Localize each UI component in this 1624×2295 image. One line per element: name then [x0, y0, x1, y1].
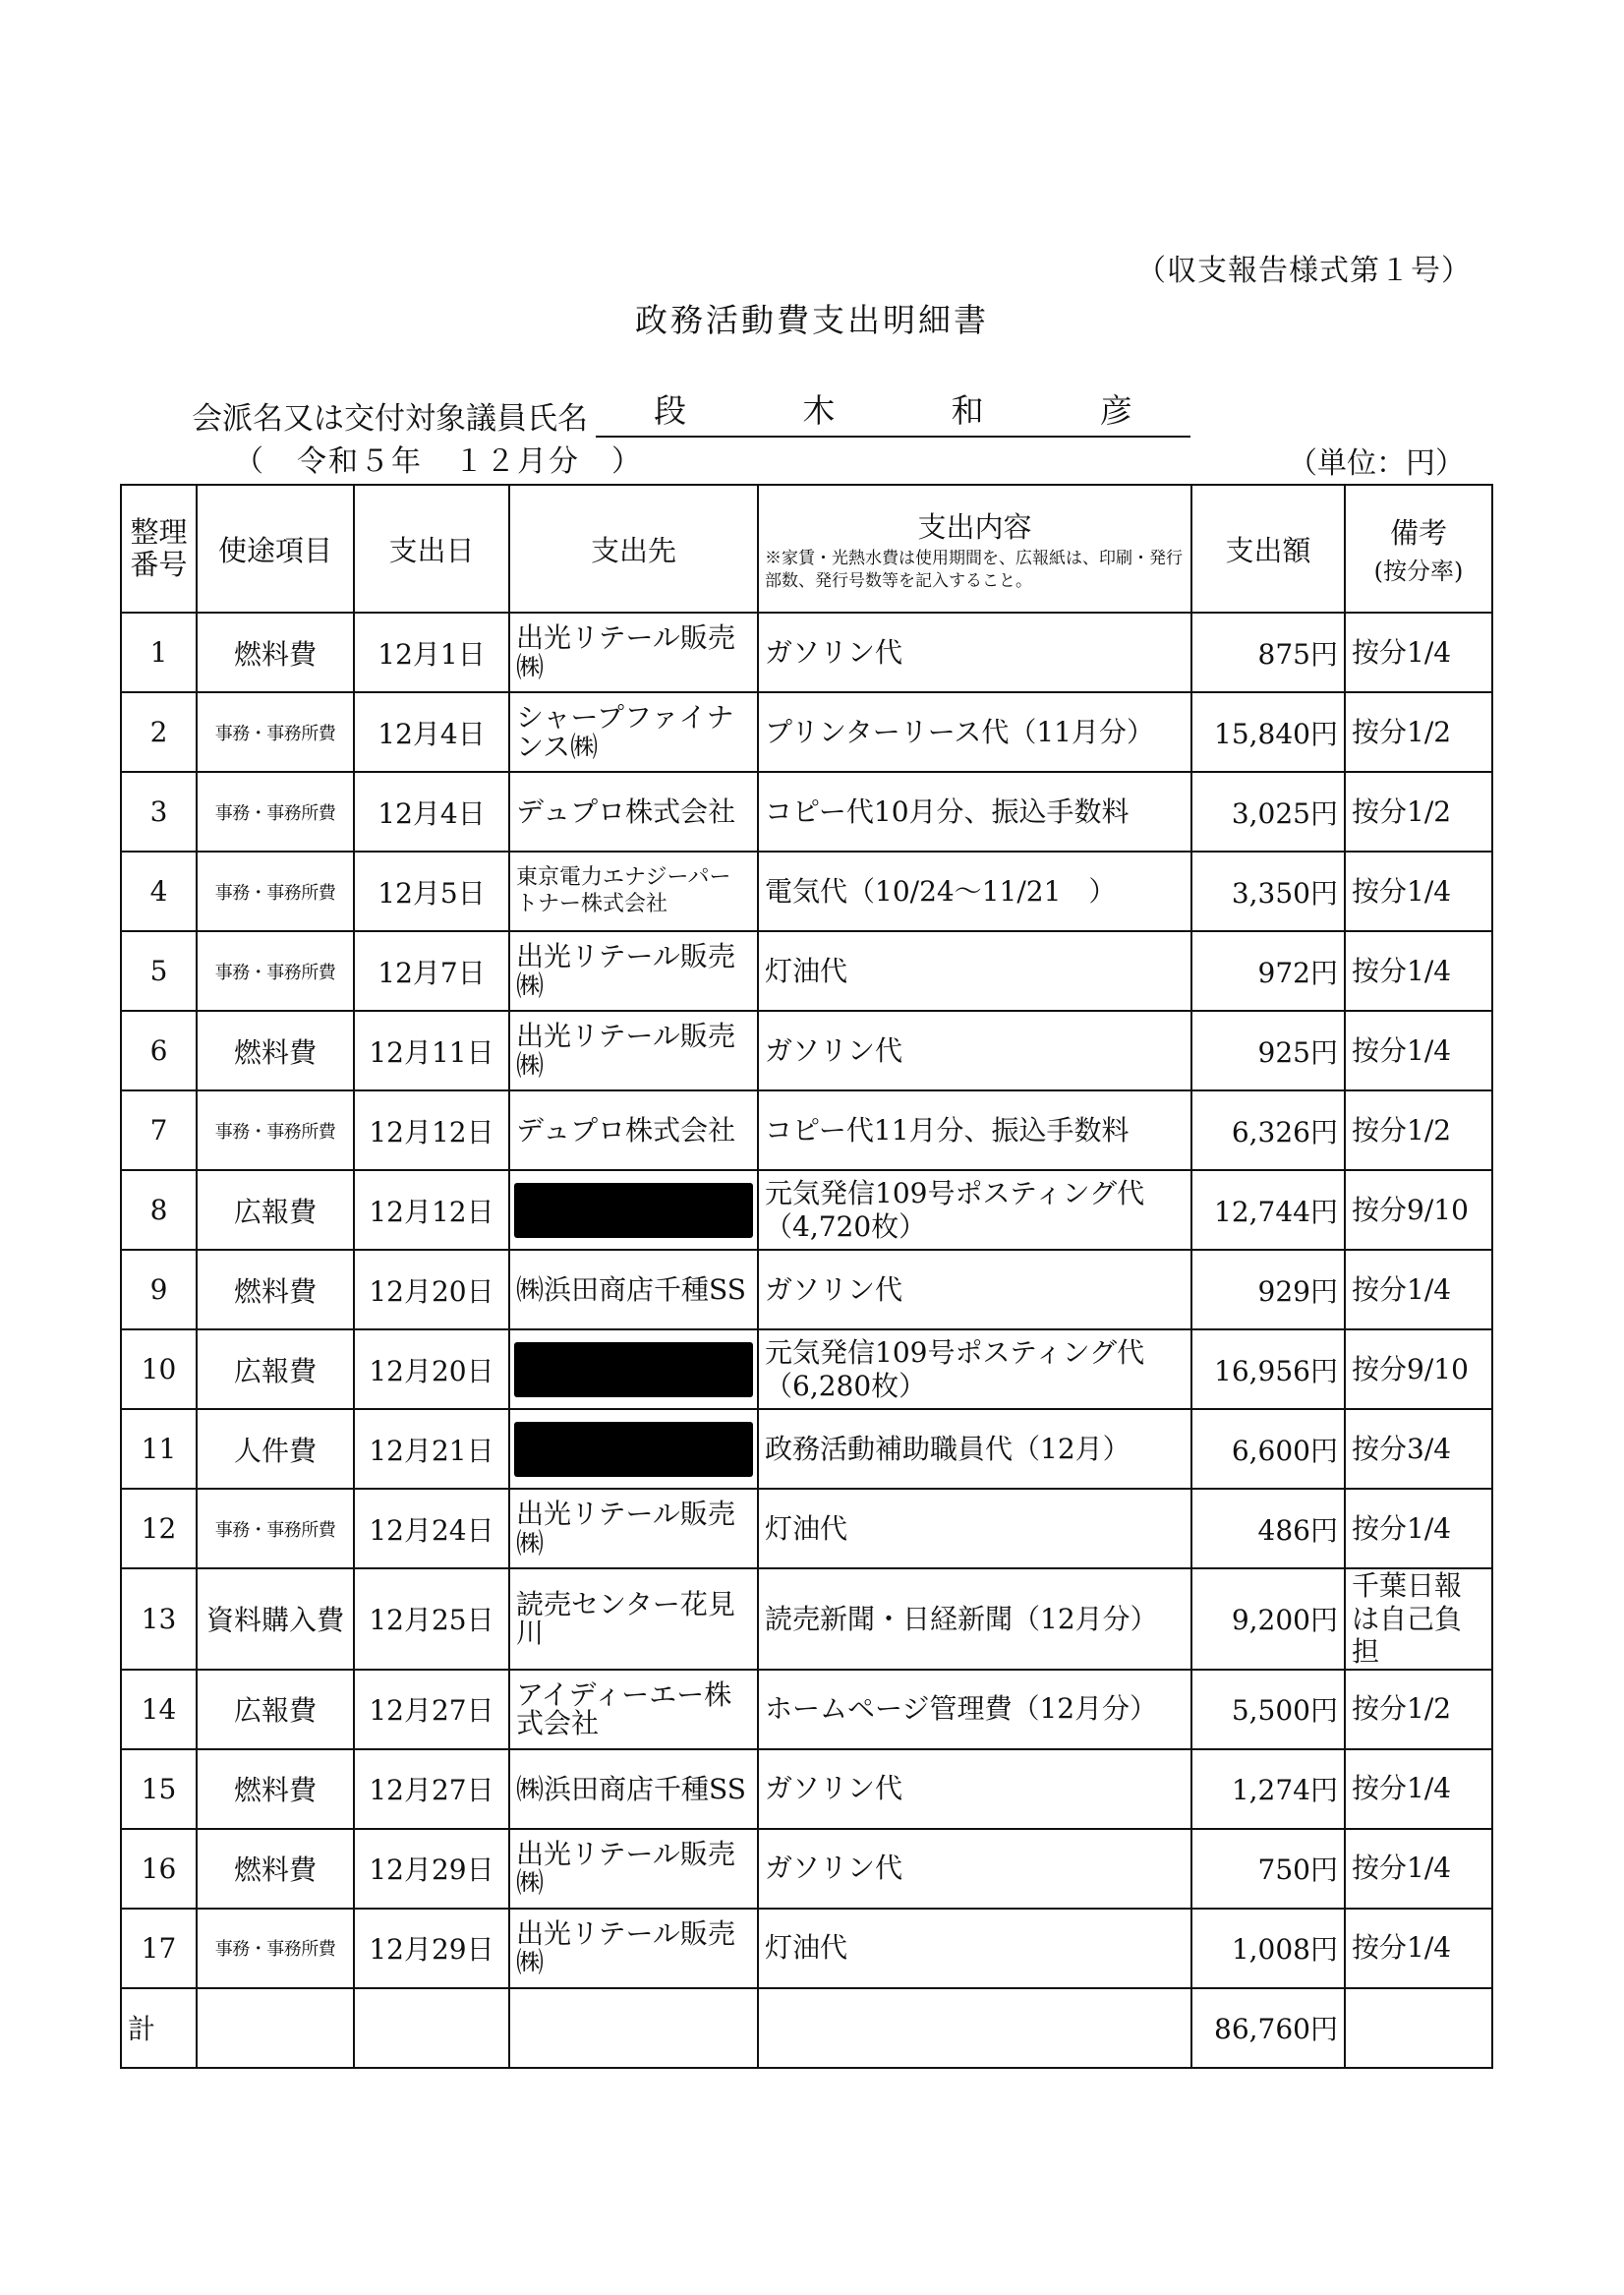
row-no: 7 [121, 1090, 197, 1170]
row-date: 12月27日 [354, 1670, 509, 1749]
row-item: 事務・事務所費 [197, 852, 354, 931]
row-no: 9 [121, 1250, 197, 1329]
row-content: 元気発信109号ポスティング代（4,720枚） [758, 1170, 1191, 1250]
table-row [121, 1489, 1492, 1568]
row-payee: 出光リテール販売㈱ [509, 1829, 758, 1909]
row-payee: 東京電力エナジーパートナー株式会社 [509, 852, 758, 931]
report-period: （ 令和５年 １２月分 ） [234, 444, 643, 479]
table-row [121, 1909, 1492, 1988]
row-payee: 読売センター花見川 [509, 1568, 758, 1670]
row-amount: 3,025円 [1191, 772, 1345, 852]
row-content: ガソリン代 [758, 1829, 1191, 1909]
row-payee: アイディーエー株式会社 [509, 1670, 758, 1749]
header-remark-label: 備考 [1389, 516, 1447, 550]
total-row [121, 1988, 1492, 2068]
row-content: 灯油代 [758, 1909, 1191, 1988]
row-remark: 按分1/4 [1345, 613, 1492, 692]
row-remark: 按分1/4 [1345, 1909, 1492, 1988]
row-amount: 1,274円 [1191, 1749, 1345, 1829]
row-remark: 按分9/10 [1345, 1170, 1492, 1250]
row-amount: 750円 [1191, 1829, 1345, 1909]
row-amount: 15,840円 [1191, 692, 1345, 772]
total-empty-cell [354, 1988, 509, 2068]
row-no: 3 [121, 772, 197, 852]
row-payee: 出光リテール販売㈱ [509, 1909, 758, 1988]
row-date: 12月12日 [354, 1090, 509, 1170]
total-empty-cell [509, 1988, 758, 2068]
row-remark: 按分1/4 [1345, 1829, 1492, 1909]
table-row [121, 1749, 1492, 1829]
row-item: 燃料費 [197, 613, 354, 692]
row-no: 13 [121, 1568, 197, 1670]
row-content: 読売新聞・日経新聞（12月分） [758, 1568, 1191, 1670]
row-amount: 486円 [1191, 1489, 1345, 1568]
row-remark: 按分1/4 [1345, 852, 1492, 931]
row-item: 資料購入費 [197, 1568, 354, 1670]
row-payee: 出光リテール販売㈱ [509, 613, 758, 692]
row-amount: 875円 [1191, 613, 1345, 692]
row-amount: 5,500円 [1191, 1670, 1345, 1749]
row-item: 燃料費 [197, 1749, 354, 1829]
row-content: ガソリン代 [758, 1011, 1191, 1090]
row-date: 12月7日 [354, 931, 509, 1011]
row-date: 12月21日 [354, 1409, 509, 1489]
expense-table [120, 484, 1493, 2069]
row-item: 広報費 [197, 1670, 354, 1749]
row-amount: 925円 [1191, 1011, 1345, 1090]
row-date: 12月1日 [354, 613, 509, 692]
row-no: 12 [121, 1489, 197, 1568]
row-item: 事務・事務所費 [197, 1909, 354, 1988]
row-payee: ㈱浜田商店千種SS [509, 1250, 758, 1329]
row-content: 電気代（10/24～11/21 ） [758, 852, 1191, 931]
row-payee: デュプロ株式会社 [509, 1090, 758, 1170]
form-number: （収支報告様式第１号） [1136, 254, 1472, 288]
row-remark: 按分1/4 [1345, 1250, 1492, 1329]
row-date: 12月11日 [354, 1011, 509, 1090]
header-content [758, 485, 1191, 613]
row-remark: 按分1/2 [1345, 772, 1492, 852]
row-no: 17 [121, 1909, 197, 1988]
row-content: 灯油代 [758, 931, 1191, 1011]
row-payee: ㈱浜田商店千種SS [509, 1749, 758, 1829]
row-date: 12月20日 [354, 1250, 509, 1329]
row-amount: 12,744円 [1191, 1170, 1345, 1250]
row-remark: 按分1/2 [1345, 692, 1492, 772]
row-amount: 16,956円 [1191, 1329, 1345, 1409]
total-empty-cell [197, 1988, 354, 2068]
redaction-block [514, 1183, 753, 1238]
row-remark: 按分1/2 [1345, 1670, 1492, 1749]
row-no: 15 [121, 1749, 197, 1829]
row-date: 12月24日 [354, 1489, 509, 1568]
row-no: 4 [121, 852, 197, 931]
table-row [121, 1090, 1492, 1170]
row-date: 12月25日 [354, 1568, 509, 1670]
member-name-char: 木 [802, 391, 836, 430]
header-content-note: ※家賃・光熱水費は使用期間を、広報紙は、印刷・発行部数、発行号数等を記入すること。 [765, 549, 1183, 591]
row-date: 12月5日 [354, 852, 509, 931]
member-name-char: 段 [654, 391, 687, 430]
row-payee-redacted [509, 1409, 758, 1489]
table-row [121, 1670, 1492, 1749]
row-remark: 按分1/4 [1345, 1489, 1492, 1568]
member-name-row [192, 385, 1190, 438]
row-amount: 972円 [1191, 931, 1345, 1011]
row-payee-redacted [509, 1170, 758, 1250]
table-row [121, 1011, 1492, 1090]
redaction-block [514, 1342, 753, 1397]
row-item: 事務・事務所費 [197, 1489, 354, 1568]
table-row [121, 1250, 1492, 1329]
member-name [596, 385, 1190, 438]
row-remark: 按分1/4 [1345, 1011, 1492, 1090]
header-payee: 支出先 [509, 485, 758, 613]
row-payee: 出光リテール販売㈱ [509, 1489, 758, 1568]
table-row [121, 1170, 1492, 1250]
row-no: 16 [121, 1829, 197, 1909]
total-empty-cell [758, 1988, 1191, 2068]
row-payee: 出光リテール販売㈱ [509, 1011, 758, 1090]
row-item: 燃料費 [197, 1011, 354, 1090]
table-row [121, 931, 1492, 1011]
row-amount: 3,350円 [1191, 852, 1345, 931]
row-no: 11 [121, 1409, 197, 1489]
row-remark: 按分1/2 [1345, 1090, 1492, 1170]
row-date: 12月12日 [354, 1170, 509, 1250]
row-date: 12月27日 [354, 1749, 509, 1829]
row-content: コピー代10月分、振込手数料 [758, 772, 1191, 852]
row-date: 12月4日 [354, 692, 509, 772]
member-name-label: 会派名又は交付対象議員氏名 [192, 401, 588, 437]
row-content: ホームページ管理費（12月分） [758, 1670, 1191, 1749]
row-content: コピー代11月分、振込手数料 [758, 1090, 1191, 1170]
row-content: ガソリン代 [758, 613, 1191, 692]
row-date: 12月29日 [354, 1829, 509, 1909]
table-row [121, 1829, 1492, 1909]
row-item: 事務・事務所費 [197, 1090, 354, 1170]
row-date: 12月4日 [354, 772, 509, 852]
row-amount: 9,200円 [1191, 1568, 1345, 1670]
row-amount: 1,008円 [1191, 1909, 1345, 1988]
row-payee: 出光リテール販売㈱ [509, 931, 758, 1011]
header-remark [1345, 485, 1492, 613]
row-no: 14 [121, 1670, 197, 1749]
row-no: 5 [121, 931, 197, 1011]
row-item: 事務・事務所費 [197, 692, 354, 772]
row-amount: 929円 [1191, 1250, 1345, 1329]
member-name-char: 和 [951, 391, 984, 430]
row-no: 2 [121, 692, 197, 772]
table-row [121, 1409, 1492, 1489]
redaction-block [514, 1422, 753, 1477]
unit-label: （単位：円） [1288, 446, 1465, 481]
row-remark: 按分1/4 [1345, 1749, 1492, 1829]
header-amount: 支出額 [1191, 485, 1345, 613]
row-no: 1 [121, 613, 197, 692]
row-content: 元気発信109号ポスティング代（6,280枚） [758, 1329, 1191, 1409]
row-content: プリンターリース代（11月分） [758, 692, 1191, 772]
row-item: 人件費 [197, 1409, 354, 1489]
member-name-char: 彦 [1099, 391, 1132, 430]
row-item: 事務・事務所費 [197, 772, 354, 852]
row-amount: 6,326円 [1191, 1090, 1345, 1170]
row-item: 広報費 [197, 1329, 354, 1409]
row-item: 燃料費 [197, 1829, 354, 1909]
row-item: 事務・事務所費 [197, 931, 354, 1011]
row-no: 6 [121, 1011, 197, 1090]
header-date: 支出日 [354, 485, 509, 613]
row-remark: 千葉日報は自己負担 [1345, 1568, 1492, 1670]
row-no: 8 [121, 1170, 197, 1250]
total-empty-cell [1345, 1988, 1492, 2068]
header-content-label: 支出内容 [917, 510, 1032, 545]
row-payee: シャープファイナンス㈱ [509, 692, 758, 772]
page-title: 政務活動費支出明細書 [635, 301, 989, 339]
row-remark: 按分3/4 [1345, 1409, 1492, 1489]
row-payee: デュプロ株式会社 [509, 772, 758, 852]
table-row [121, 772, 1492, 852]
row-no: 10 [121, 1329, 197, 1409]
row-remark: 按分1/4 [1345, 931, 1492, 1011]
row-content: 政務活動補助職員代（12月） [758, 1409, 1191, 1489]
row-payee-redacted [509, 1329, 758, 1409]
row-amount: 6,600円 [1191, 1409, 1345, 1489]
row-date: 12月20日 [354, 1329, 509, 1409]
header-remark-sub: (按分率) [1373, 558, 1464, 585]
table-row [121, 1329, 1492, 1409]
header-item: 使途項目 [197, 485, 354, 613]
total-label: 計 [121, 1988, 197, 2068]
row-item: 広報費 [197, 1170, 354, 1250]
table-row [121, 692, 1492, 772]
row-content: ガソリン代 [758, 1749, 1191, 1829]
header-no: 整理番号 [121, 485, 197, 613]
row-date: 12月29日 [354, 1909, 509, 1988]
table-row [121, 613, 1492, 692]
row-content: ガソリン代 [758, 1250, 1191, 1329]
total-amount: 86,760円 [1191, 1988, 1345, 2068]
table-row [121, 1568, 1492, 1670]
table-row [121, 852, 1492, 931]
table-header-row [121, 485, 1492, 613]
row-item: 燃料費 [197, 1250, 354, 1329]
row-content: 灯油代 [758, 1489, 1191, 1568]
row-remark: 按分9/10 [1345, 1329, 1492, 1409]
